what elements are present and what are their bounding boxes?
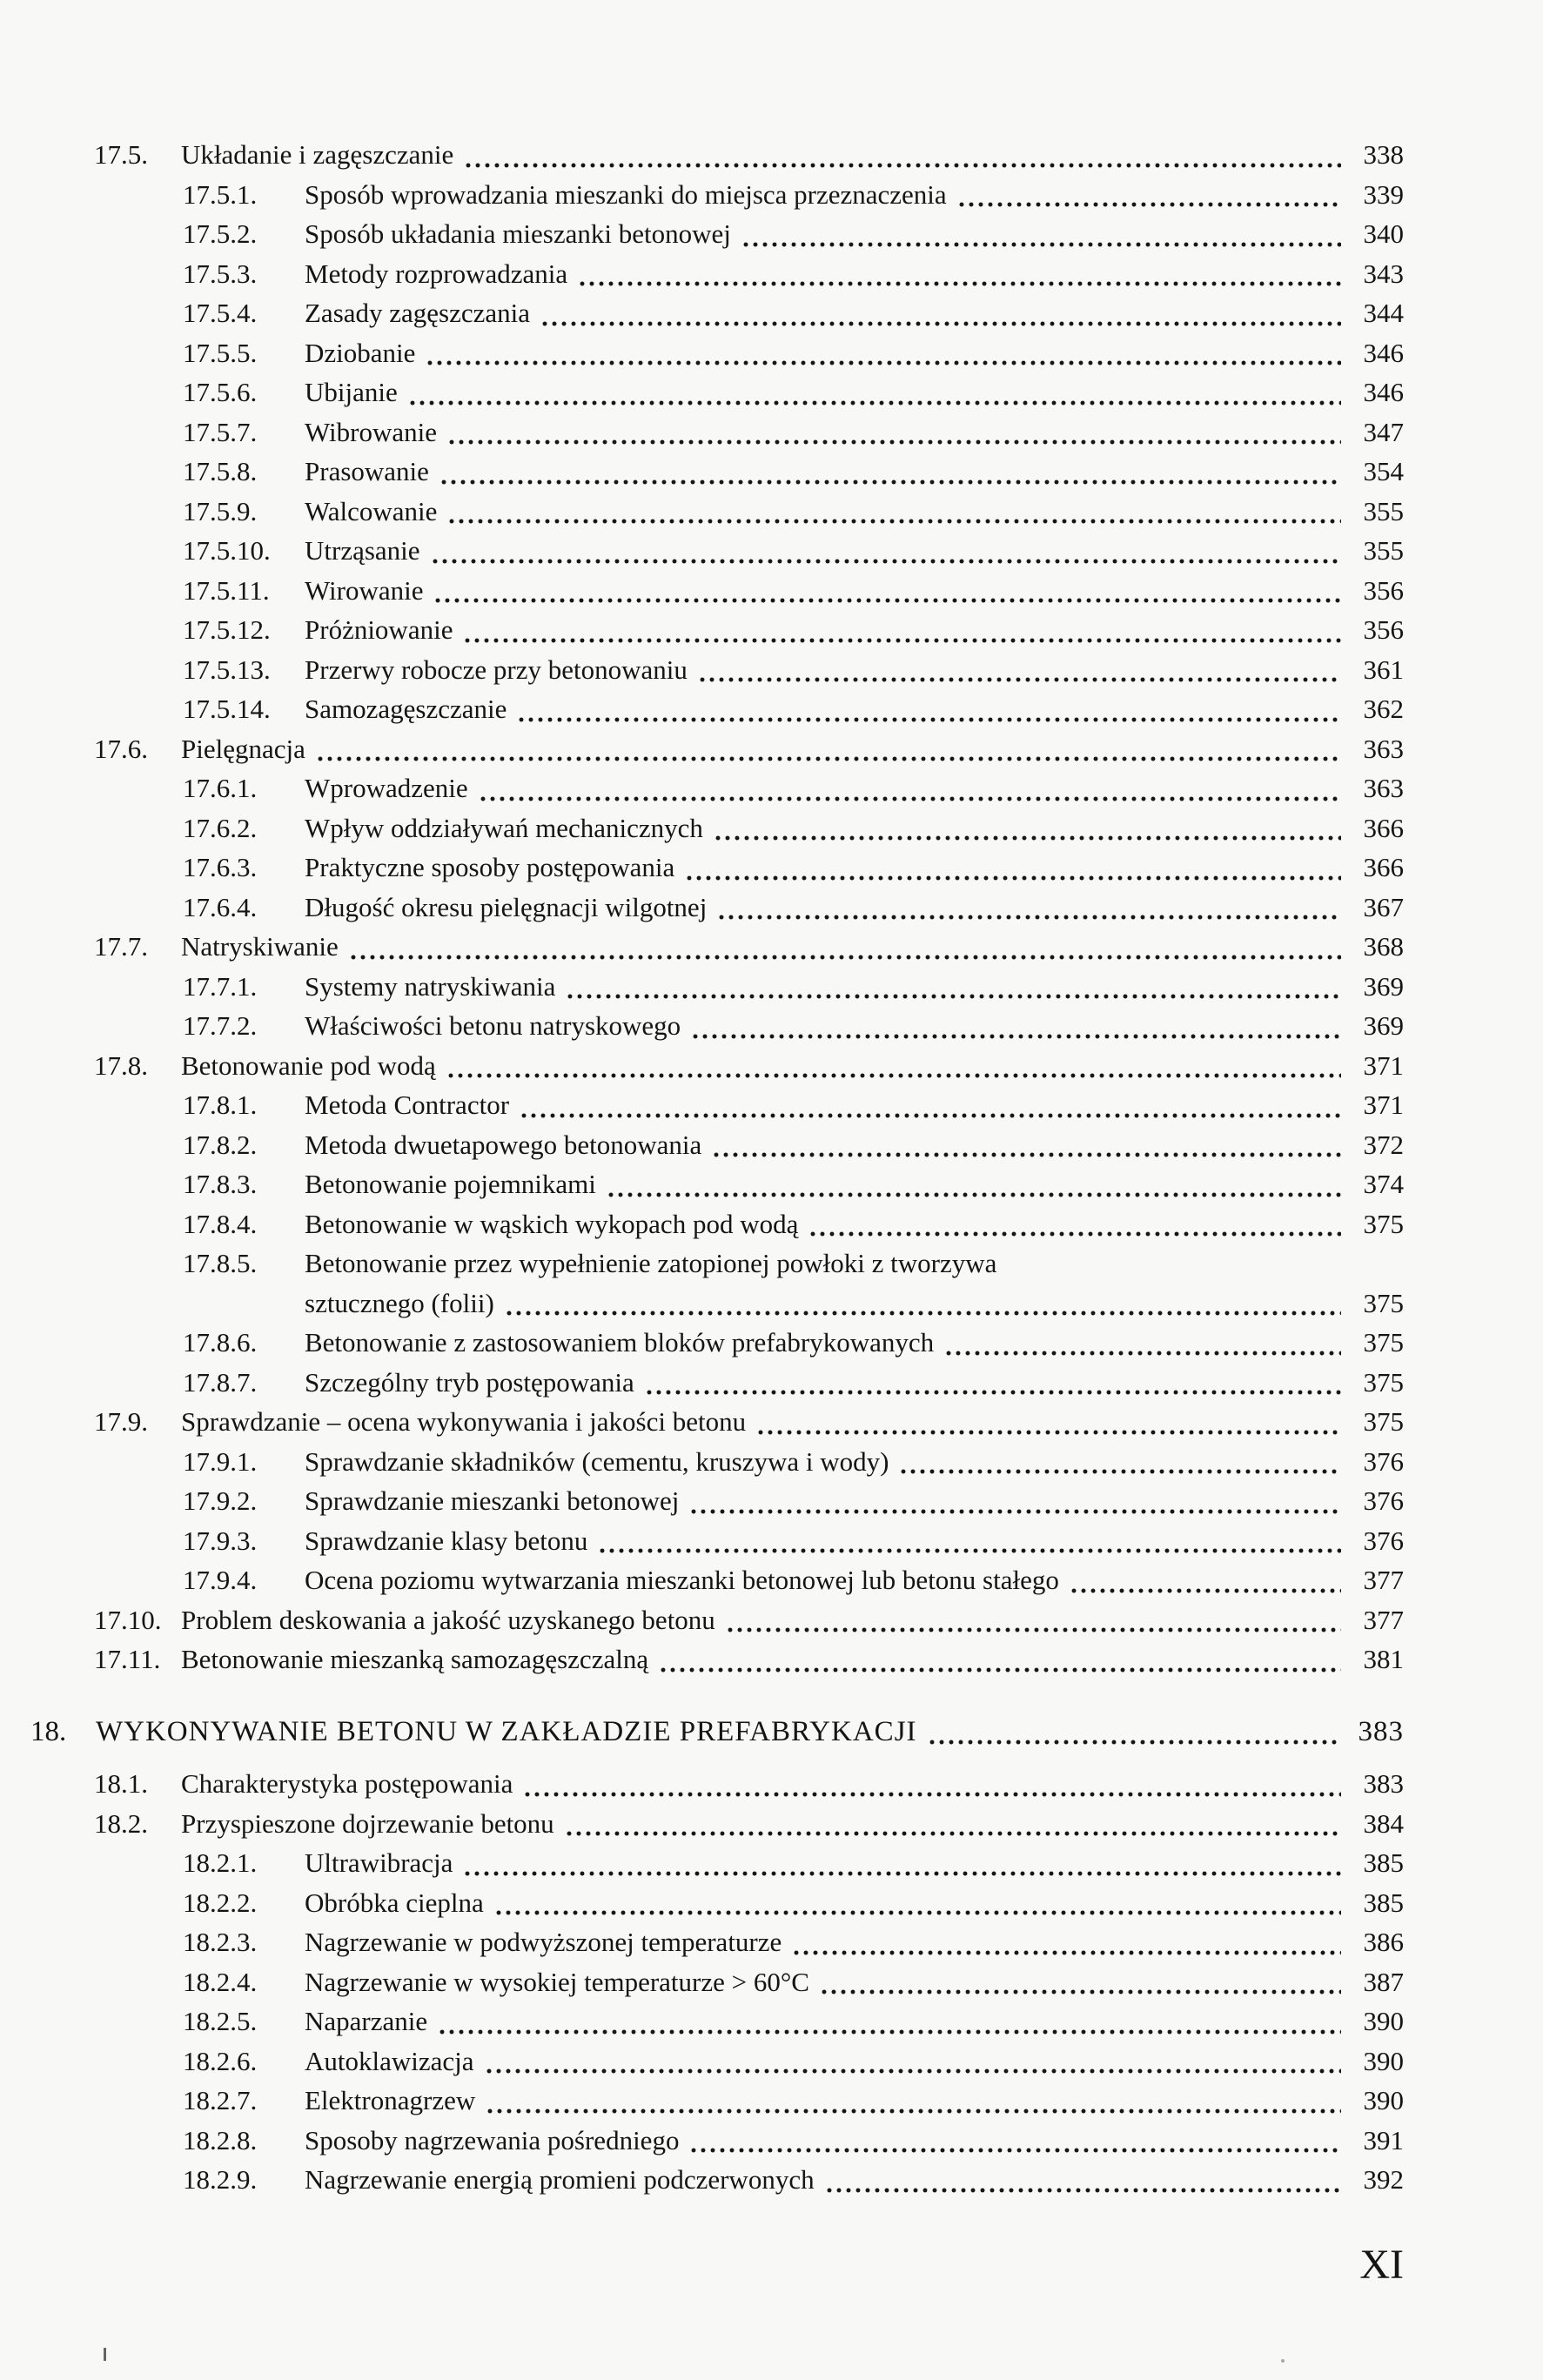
entry-number: 17.5.2. (183, 218, 258, 249)
dot-leader (431, 557, 1341, 566)
entry-number: 17.5.8. (183, 456, 258, 486)
page-number: 368 (1363, 931, 1404, 962)
toc-entry (0, 729, 1404, 769)
toc-entry (0, 1244, 1404, 1284)
entry-number: 17.8.3. (183, 1169, 258, 1199)
entry-title: Problem deskowania a jakość uzyskanego betonu (181, 1604, 715, 1635)
page-number: 369 (1363, 1010, 1404, 1041)
entry-title: Przyspieszone dojrzewanie betonu (181, 1807, 554, 1839)
dot-leader (540, 319, 1341, 328)
entry-title: Nagrzewanie w wysokiej temperaturze > 60°C (305, 1966, 809, 1997)
entry-number: 18.1. (94, 1768, 148, 1799)
dot-leader (578, 279, 1341, 288)
entry-number: 17.11. (94, 1644, 161, 1674)
page-number: 385 (1363, 1887, 1404, 1918)
entry-number: 17.5.5. (183, 337, 258, 368)
dot-leader (726, 1626, 1341, 1634)
toc-entry (0, 1481, 1404, 1521)
entry-title: Wprowadzenie (305, 773, 468, 803)
dot-leader (438, 2028, 1341, 2036)
entry-title: Układanie i zagęszczanie (181, 139, 454, 170)
entry-title: Sprawdzanie mieszanki betonowej (305, 1485, 680, 1516)
page-number: 386 (1363, 1927, 1404, 1957)
dot-leader (645, 1388, 1341, 1397)
entry-number: 17.5. (94, 139, 148, 170)
entry-title: Zasady zagęszczania (305, 298, 531, 328)
entry-title: Metoda dwuetapowego betonowania (305, 1129, 702, 1160)
dot-leader (446, 1071, 1341, 1080)
toc-entry (0, 1085, 1404, 1125)
entry-number: 17.6.3. (183, 852, 258, 882)
entry-title: Nagrzewanie energią promieni podczerwonych (305, 2164, 815, 2195)
entry-title: Autoklawizacja (305, 2045, 474, 2076)
entry-title: Elektronagrzew (305, 2085, 476, 2115)
entry-number: 17.5.11. (183, 574, 270, 606)
page-number: 362 (1363, 694, 1404, 724)
page-number: 385 (1363, 1847, 1404, 1878)
entry-title: Metoda Contractor (305, 1089, 510, 1120)
entry-number: 17.5.3. (183, 258, 258, 289)
entry-title: Samozagęszczanie (305, 694, 507, 724)
page-number: 367 (1363, 891, 1404, 922)
toc-entry (0, 1883, 1404, 1923)
dot-leader (689, 1507, 1341, 1516)
toc-entry (0, 1600, 1404, 1640)
footer-page-label: XI (1359, 2241, 1404, 2288)
dot-leader (598, 1546, 1341, 1555)
page-number: 392 (1363, 2164, 1404, 2195)
page-number: 363 (1363, 733, 1404, 764)
dot-leader (712, 1150, 1341, 1159)
toc-entry (0, 1006, 1404, 1046)
entry-number: 17.9.3. (183, 1525, 258, 1556)
page-number: 381 (1363, 1644, 1404, 1674)
dot-leader (792, 1948, 1341, 1957)
entry-number: 17.5.12. (183, 614, 271, 645)
entry-number: 17.5.4. (183, 298, 258, 328)
page-number: 390 (1363, 2085, 1404, 2115)
page-number: 369 (1363, 970, 1404, 1002)
page-number: 355 (1363, 495, 1404, 526)
toc-entry (0, 175, 1404, 215)
entry-number: 17.7.2. (183, 1010, 258, 1041)
entry-title: Nagrzewanie w podwyższonej temperaturze (305, 1927, 782, 1957)
page-number: 376 (1363, 1445, 1404, 1477)
entry-number: 18.2.6. (183, 2045, 258, 2076)
dot-leader (659, 1666, 1341, 1674)
toc-entry (0, 1521, 1404, 1561)
entry-title: Sposób układania mieszanki betonowej (305, 218, 731, 249)
page-number: 346 (1363, 377, 1404, 407)
toc-entry (0, 1204, 1404, 1244)
entry-title: Pielęgnacja (181, 733, 305, 764)
entry-number: 17.6. (94, 733, 148, 764)
dot-leader (808, 1230, 1341, 1238)
entry-number: 17.7.1. (183, 970, 258, 1002)
entry-number: 18.2. (94, 1807, 148, 1839)
entry-title: Ubijanie (305, 377, 398, 407)
dot-leader (349, 953, 1341, 962)
toc-entry (0, 2160, 1404, 2200)
entry-title: Obróbka cieplna (305, 1887, 484, 1918)
entry-number: 18.2.5. (183, 2006, 258, 2036)
entry-number: 18. (30, 1715, 67, 1747)
entry-number: 17.6.2. (183, 812, 258, 843)
entry-title: Wibrowanie (305, 416, 437, 447)
dot-leader (957, 200, 1341, 209)
entry-title: Betonowanie z zastosowaniem bloków prefabrykowanych (305, 1327, 935, 1358)
entry-number: 17.8.6. (183, 1327, 258, 1358)
entry-number: 17.9. (94, 1406, 148, 1437)
page-number: 339 (1363, 178, 1404, 210)
toc-entry (0, 1284, 1404, 1324)
dot-leader (447, 438, 1341, 446)
toc-entry (0, 492, 1404, 532)
page-number: 375 (1363, 1406, 1404, 1437)
dot-leader (714, 834, 1341, 842)
page-number: 376 (1363, 1525, 1404, 1556)
page-number: 390 (1363, 2045, 1404, 2076)
page-number: 340 (1363, 218, 1404, 249)
toc-entry (0, 571, 1404, 611)
entry-number: 17.8.7. (183, 1366, 258, 1398)
entry-title: Naparzanie (305, 2006, 428, 2036)
dot-leader (485, 2067, 1341, 2075)
page-number: 338 (1363, 139, 1404, 170)
toc-entry (0, 2081, 1404, 2121)
dot-leader (741, 240, 1341, 249)
page-number: 356 (1363, 574, 1404, 606)
page-number: 356 (1363, 614, 1404, 645)
dot-leader (479, 794, 1341, 803)
entry-number: 17.9.4. (183, 1565, 258, 1595)
dot-leader (1070, 1586, 1341, 1595)
entry-number: 17.8. (94, 1049, 148, 1081)
toc-entry (0, 1843, 1404, 1883)
page-number: 371 (1363, 1089, 1404, 1120)
dot-leader (408, 399, 1341, 407)
toc-entry (0, 1922, 1404, 1962)
entry-number: 18.2.7. (183, 2085, 258, 2115)
page-number: 372 (1363, 1129, 1404, 1160)
toc-entry (0, 1639, 1404, 1679)
dot-leader (520, 1111, 1341, 1120)
dot-leader (486, 2107, 1341, 2115)
dot-leader (565, 1829, 1341, 1838)
page-number: 347 (1363, 416, 1404, 447)
toc-entry (0, 333, 1404, 373)
entry-title: Szczególny tryb postępowania (305, 1366, 634, 1398)
page-number: 387 (1363, 1966, 1404, 1997)
entry-title: Dziobanie (305, 337, 416, 368)
toc-entry (0, 2121, 1404, 2161)
dot-leader (463, 1869, 1341, 1878)
entry-title: Charakterystyka postępowania (181, 1768, 513, 1799)
scan-artifact-speck (1281, 2359, 1285, 2363)
entry-number: 18.2.3. (183, 1927, 258, 1957)
entry-title: Praktyczne sposoby postępowania (305, 852, 675, 882)
entry-number: 17.9.2. (183, 1485, 258, 1516)
entry-title: Betonowanie pod wodą (181, 1049, 436, 1081)
toc-entry (0, 372, 1404, 412)
toc-entry (0, 412, 1404, 453)
toc-entry (0, 650, 1404, 690)
toc-entry (0, 1046, 1404, 1086)
toc-entry (0, 967, 1404, 1007)
entry-number: 17.5.13. (183, 654, 271, 685)
entry-title: Betonowanie pojemnikami (305, 1169, 596, 1199)
dot-leader (316, 754, 1341, 763)
page-number: 374 (1363, 1169, 1404, 1199)
entry-title: Sprawdzanie klasy betonu (305, 1525, 588, 1556)
page-number: 377 (1363, 1565, 1404, 1595)
toc-entry (0, 1764, 1404, 1804)
dot-leader (523, 1790, 1341, 1799)
entry-title: Natryskiwanie (181, 931, 339, 962)
entry-number: 17.8.2. (183, 1129, 258, 1160)
entry-title: Betonowanie w wąskich wykopach pod wodą (305, 1208, 799, 1239)
entry-title: Sprawdzanie – ocena wykonywania i jakości betonu (181, 1406, 747, 1437)
dot-leader (505, 1309, 1341, 1317)
page-number: 361 (1363, 654, 1404, 685)
toc-entry (0, 1713, 1404, 1753)
entry-number: 18.2.8. (183, 2124, 258, 2155)
dot-leader (517, 715, 1341, 724)
entry-number: 17.5.9. (183, 495, 258, 526)
entry-title: Właściwości betonu natryskowego (305, 1010, 681, 1041)
toc-entry (0, 531, 1404, 571)
entry-title: Betonowanie przez wypełnienie zatopionej powłoki z tworzywa (305, 1248, 997, 1278)
entry-title: Systemy natryskiwania (305, 970, 556, 1002)
dot-leader (463, 636, 1341, 645)
dot-leader (928, 1738, 1341, 1746)
entry-title: Walcowanie (305, 495, 438, 526)
dot-leader (439, 478, 1341, 486)
entry-title: Ocena poziomu wytwarzania mieszanki betonowej lub betonu stałego (305, 1565, 1059, 1595)
entry-title: Betonowanie mieszanką samozagęszczalną (181, 1644, 649, 1674)
entry-number: 17.5.1. (183, 178, 258, 210)
entry-title: Utrząsanie (305, 535, 420, 566)
scan-artifact-tick (104, 2348, 106, 2361)
toc-entry (0, 689, 1404, 729)
page-number: 375 (1363, 1366, 1404, 1398)
dot-leader (825, 2186, 1341, 2195)
dot-leader (426, 359, 1341, 367)
entry-number: 17.9.1. (183, 1445, 258, 1477)
entry-title: sztucznego (folii) (305, 1287, 494, 1318)
entry-number: 17.5.10. (183, 535, 271, 566)
page-number: 375 (1363, 1208, 1404, 1239)
entry-number: 17.10. (94, 1604, 162, 1635)
dot-leader (698, 675, 1341, 684)
toc-entry (0, 927, 1404, 967)
dot-leader (820, 1988, 1341, 1996)
page-number: 384 (1363, 1807, 1404, 1839)
entry-number: 17.7. (94, 931, 148, 962)
entry-title: Próżniowanie (305, 614, 453, 645)
toc-entry (0, 1164, 1404, 1204)
toc-entry (0, 1402, 1404, 1442)
entry-title: Sprawdzanie składników (cementu, kruszywa i wody) (305, 1445, 889, 1477)
toc-entry (0, 1125, 1404, 1165)
entry-title: Przerwy robocze przy betonowaniu (305, 654, 688, 685)
page-number: 366 (1363, 812, 1404, 843)
page-number: 383 (1363, 1768, 1404, 1799)
page-number: 390 (1363, 2006, 1404, 2036)
dot-leader (566, 992, 1341, 1001)
dot-leader (717, 913, 1341, 922)
entry-number: 18.2.4. (183, 1966, 258, 1997)
toc-entry (0, 135, 1404, 175)
toc-entry (0, 610, 1404, 650)
toc-entry (0, 1804, 1404, 1844)
page-number: 354 (1363, 456, 1404, 486)
entry-number: 17.8.4. (183, 1208, 258, 1239)
toc-entry (0, 452, 1404, 492)
dot-leader (447, 517, 1341, 526)
entry-number: 17.5.7. (183, 416, 258, 447)
entry-number: 18.2.2. (183, 1887, 258, 1918)
entry-number: 18.2.1. (183, 1847, 258, 1878)
toc-entry (0, 2041, 1404, 2082)
entry-number: 17.8.1. (183, 1089, 258, 1120)
dot-leader (607, 1190, 1341, 1199)
entry-number: 17.6.1. (183, 773, 258, 803)
toc-entry (0, 808, 1404, 848)
page-number: 344 (1363, 298, 1404, 328)
entry-title: Wpływ oddziaływań mechanicznych (305, 812, 703, 843)
page-number: 375 (1363, 1327, 1404, 1358)
toc-entry (0, 293, 1404, 333)
dot-leader (899, 1467, 1341, 1476)
toc-entry (0, 1363, 1404, 1403)
entry-number: 17.5.14. (183, 694, 271, 724)
page-number: 343 (1363, 258, 1404, 289)
page-number: 391 (1363, 2124, 1404, 2155)
entry-title: WYKONYWANIE BETONU W ZAKŁADZIE PREFABRYKACJI (96, 1715, 917, 1747)
page-number: 377 (1363, 1604, 1404, 1635)
toc-entry (0, 214, 1404, 254)
toc-entry (0, 254, 1404, 294)
dot-leader (464, 161, 1341, 170)
entry-title: Długość okresu pielęgnacji wilgotnej (305, 891, 708, 922)
page-number: 375 (1363, 1287, 1404, 1318)
entry-number: 18.2.9. (183, 2164, 258, 2195)
dot-leader (691, 1032, 1341, 1041)
entry-title: Metody rozprowadzania (305, 258, 568, 289)
toc-entry (0, 1442, 1404, 1482)
page-number: 366 (1363, 852, 1404, 882)
toc-entry (0, 888, 1404, 928)
page-number: 346 (1363, 337, 1404, 368)
entry-title: Prasowanie (305, 456, 429, 486)
dot-leader (944, 1349, 1341, 1358)
dot-leader (685, 874, 1341, 882)
toc-entry (0, 848, 1404, 888)
toc-entry (0, 2001, 1404, 2041)
entry-title: Wirowanie (305, 574, 424, 606)
toc-entry (0, 1962, 1404, 2002)
toc-entry (0, 1560, 1404, 1600)
entry-number: 17.6.4. (183, 891, 258, 922)
page-number: 363 (1363, 773, 1404, 803)
entry-title: Sposoby nagrzewania pośredniego (305, 2124, 680, 2155)
toc-entry (0, 768, 1404, 808)
dot-leader (433, 596, 1341, 605)
entry-title: Ultrawibracja (305, 1847, 453, 1878)
page-number: 371 (1363, 1049, 1404, 1081)
page-number: 355 (1363, 535, 1404, 566)
dot-leader (689, 2146, 1341, 2155)
page-number: 383 (1358, 1715, 1404, 1747)
entry-number: 17.8.5. (183, 1248, 258, 1278)
dot-leader (756, 1428, 1341, 1437)
toc-entry (0, 1323, 1404, 1363)
page-number: 376 (1363, 1485, 1404, 1516)
entry-number: 17.5.6. (183, 377, 258, 407)
dot-leader (494, 1908, 1341, 1917)
entry-title: Sposób wprowadzania mieszanki do miejsca przeznaczenia (305, 178, 947, 210)
